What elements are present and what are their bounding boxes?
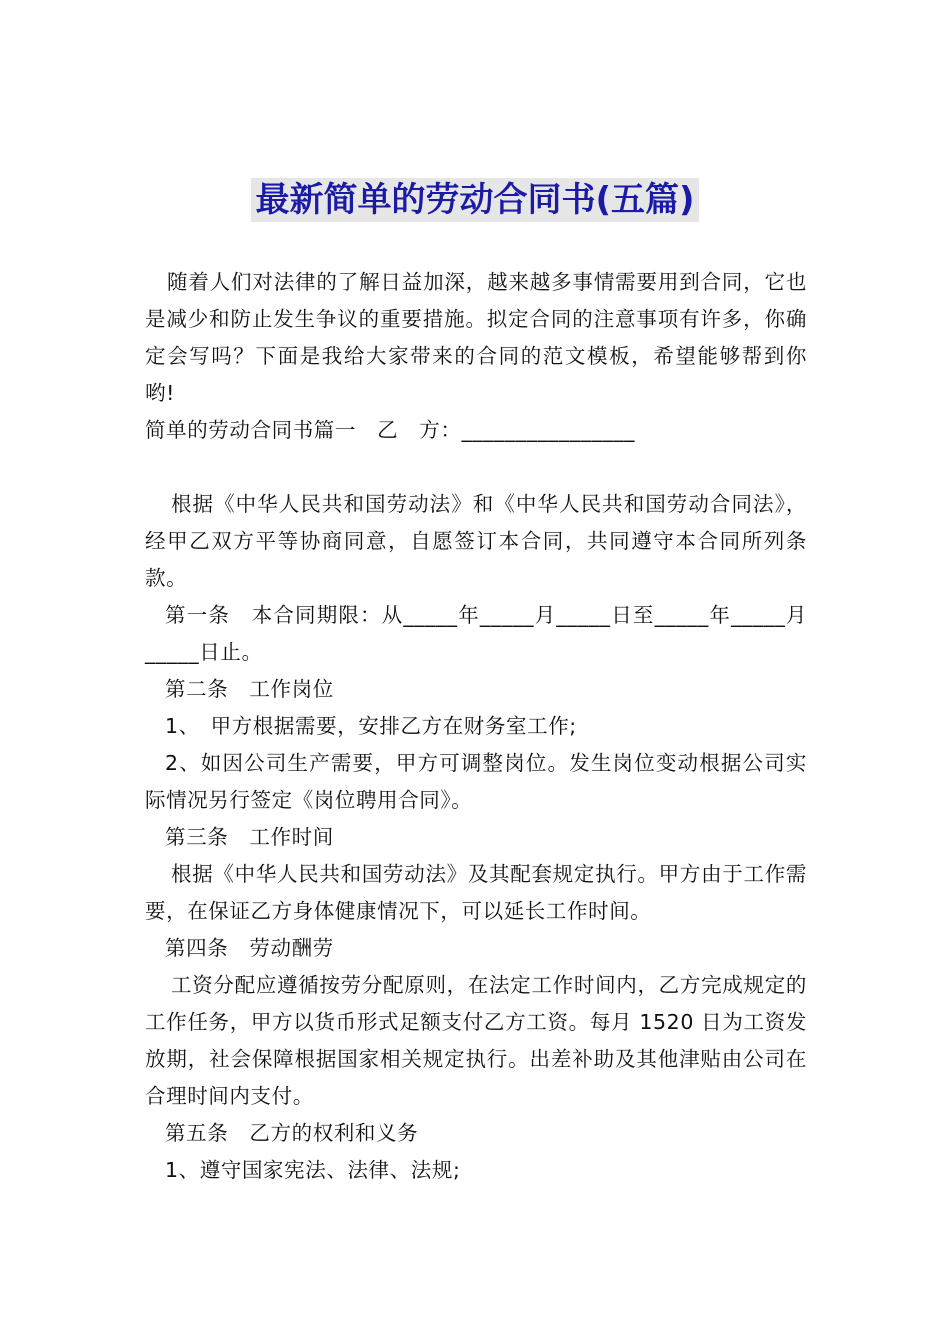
article-4-body: 工资分配应遵循按劳分配原则，在法定工作时间内，乙方完成规定的工作任务，甲方以货币形式足额支付乙方工资。每月 1520 日为工资发放期，社会保障根据国家相关规定执行。出差补助及其他津贴由公司在合理时间内支付。 [145, 973, 807, 1108]
article-3-body: 根据《中华人民共和国劳动法》及其配套规定执行。甲方由于工作需要，在保证乙方身体健康情况下，可以延长工作时间。 [145, 862, 807, 923]
document-body [145, 264, 807, 1189]
section-heading-line [145, 412, 807, 449]
article-4-title: 第四条 劳动酬劳 [165, 936, 334, 960]
article-2-item-1: 1、 甲方根据需要，安排乙方在财务室工作; [165, 714, 577, 738]
article-2-title: 第二条 工作岗位 [165, 677, 334, 701]
party-b-blank: ________________ [461, 418, 636, 442]
intro-paragraph: 随着人们对法律的了解日益加深，越来越多事情需要用到合同，它也是减少和防止发生争议的重要措施。拟定合同的注意事项有许多，你确定会写吗？下面是我给大家带来的合同的范文模板，希望能够帮到你哟! [145, 270, 807, 405]
section-heading-text: 简单的劳动合同书篇一 乙 方： [145, 418, 462, 442]
document-title: 最新简单的劳动合同书(五篇) [251, 178, 698, 222]
paragraph-gap [145, 449, 807, 486]
title-container [0, 178, 950, 222]
basis-paragraph: 根据《中华人民共和国劳动法》和《中华人民共和国劳动合同法》，经甲乙双方平等协商同意，自愿签订本合同，共同遵守本合同所列条款。 [145, 492, 807, 590]
article-3-title: 第三条 工作时间 [165, 825, 334, 849]
article-5-item-1: 1、遵守国家宪法、法律、法规; [165, 1158, 461, 1182]
article-2-item-2: 2、如因公司生产需要，甲方可调整岗位。发生岗位变动根据公司实际情况另行签定《岗位聘用合同》。 [145, 751, 807, 812]
article-1: 第一条 本合同期限：从_____年_____月_____日至_____年_____月_____日止。 [145, 603, 807, 664]
article-5-title: 第五条 乙方的权利和义务 [165, 1121, 419, 1145]
